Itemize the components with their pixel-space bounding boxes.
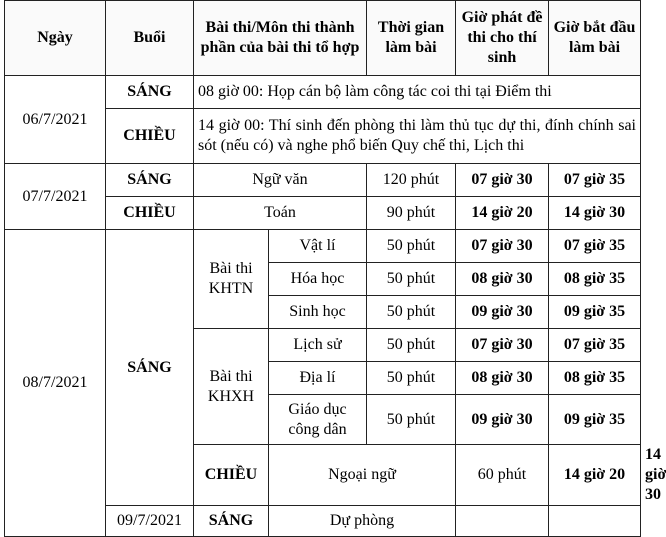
- distribute-cell: 08 giờ 30: [456, 362, 549, 395]
- subject-cell: Lịch sử: [269, 329, 367, 362]
- group-cell-khtn: Bài thi KHTN: [194, 230, 269, 329]
- start-cell: 14 giờ 30: [549, 197, 641, 230]
- start-cell: 07 giờ 35: [549, 329, 641, 362]
- note-cell: 08 giờ 00: Họp cán bộ làm công tác coi thi tại Điểm thi: [194, 76, 641, 109]
- subject-cell: Vật lí: [269, 230, 367, 263]
- table-row: CHIỀU Ngoại ngữ 60 phút 14 giờ 20 14 giờ 30: [5, 445, 641, 506]
- duration-cell: 50 phút: [367, 362, 456, 395]
- duration-cell: 50 phút: [367, 395, 456, 445]
- distribute-cell: 09 giờ 30: [456, 395, 549, 445]
- header-session: Buổi: [106, 1, 194, 76]
- duration-cell: 50 phút: [367, 296, 456, 329]
- session-cell: SÁNG: [194, 506, 269, 537]
- duration-cell: 50 phút: [367, 263, 456, 296]
- duration-cell: 120 phút: [367, 164, 456, 197]
- session-cell: SÁNG: [106, 164, 194, 197]
- start-cell: 08 giờ 35: [549, 263, 641, 296]
- session-cell: SÁNG: [106, 76, 194, 109]
- distribute-cell: [549, 506, 641, 537]
- start-cell: 07 giờ 35: [549, 164, 641, 197]
- start-cell: 09 giờ 35: [549, 296, 641, 329]
- header-day: Ngày: [5, 1, 106, 76]
- distribute-cell: 07 giờ 30: [456, 164, 549, 197]
- subject-cell: Địa lí: [269, 362, 367, 395]
- table-row: [5, 164, 641, 197]
- start-cell: 09 giờ 35: [549, 395, 641, 445]
- duration-cell: 50 phút: [367, 329, 456, 362]
- date-cell: 08/7/2021: [5, 230, 106, 537]
- duration-cell: 60 phút: [456, 445, 549, 506]
- subject-cell: Giáo dục công dân: [269, 395, 367, 445]
- header-distribute-time: Giờ phát đề thi cho thí sinh: [456, 1, 549, 76]
- group-cell-khxh: Bài thi KHXH: [194, 329, 269, 445]
- distribute-cell: 08 giờ 30: [456, 263, 549, 296]
- duration-cell: 90 phút: [367, 197, 456, 230]
- date-cell: 07/7/2021: [5, 164, 106, 230]
- subject-cell: Ngữ văn: [194, 164, 367, 197]
- distribute-cell: 09 giờ 30: [456, 296, 549, 329]
- header-row: [5, 1, 641, 76]
- table-row: [5, 230, 641, 263]
- session-cell: SÁNG: [106, 230, 194, 506]
- date-cell: 09/7/2021: [106, 506, 194, 537]
- duration-cell: [456, 506, 549, 537]
- header-subject: Bài thi/Môn thi thành phần của bài thi tổ hợp: [194, 1, 367, 76]
- distribute-cell: 14 giờ 20: [549, 445, 641, 506]
- session-cell: CHIỀU: [106, 109, 194, 164]
- subject-cell: Ngoại ngữ: [269, 445, 456, 506]
- note-cell: 14 giờ 00: Thí sinh đến phòng thi làm thủ tục dự thi, đính chính sai sót (nếu có) và nghe phổ biến Quy chế thi, Lịch thi: [194, 109, 641, 164]
- subject-cell: Hóa học: [269, 263, 367, 296]
- header-duration: Thời gian làm bài: [367, 1, 456, 76]
- header-start-time: Giờ bắt đầu làm bài: [549, 1, 641, 76]
- exam-schedule-table: [4, 0, 666, 537]
- table-row: [5, 76, 641, 109]
- start-cell: 07 giờ 35: [549, 230, 641, 263]
- distribute-cell: 14 giờ 20: [456, 197, 549, 230]
- session-cell: CHIỀU: [106, 197, 194, 230]
- subject-cell: Toán: [194, 197, 367, 230]
- subject-cell: Sinh học: [269, 296, 367, 329]
- session-cell: CHIỀU: [194, 445, 269, 506]
- distribute-cell: 07 giờ 30: [456, 230, 549, 263]
- duration-cell: 50 phút: [367, 230, 456, 263]
- subject-cell: Dự phòng: [269, 506, 456, 537]
- distribute-cell: 07 giờ 30: [456, 329, 549, 362]
- date-cell: 06/7/2021: [5, 76, 106, 164]
- start-cell: 08 giờ 35: [549, 362, 641, 395]
